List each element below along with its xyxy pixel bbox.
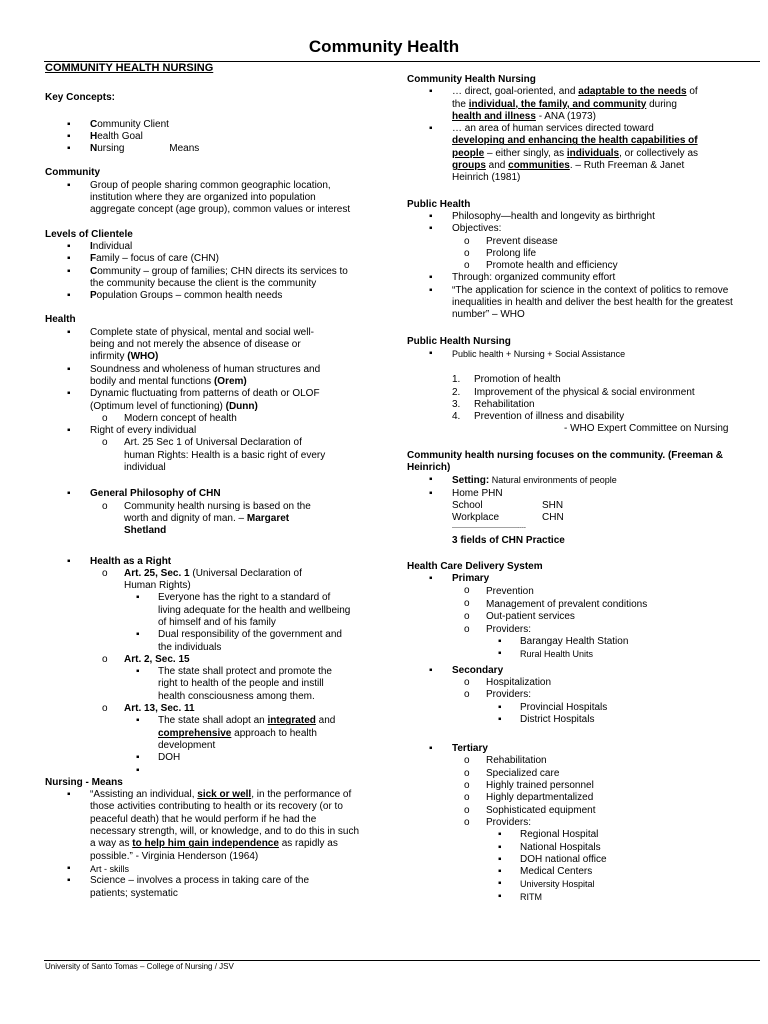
list-item: ▪ Health Goal xyxy=(45,131,363,143)
community-list xyxy=(45,180,363,217)
list-item: ▪ Right of every individual xyxy=(45,425,363,437)
list-item: o Rehabilitation xyxy=(407,755,759,767)
list-item: o Out-patient services xyxy=(407,611,759,624)
list-item: ▪ University Hospital xyxy=(407,878,759,890)
list-item: ▪ RITM xyxy=(407,891,759,903)
philosophy-title: ▪ General Philosophy of CHN xyxy=(45,488,363,500)
list-item: ▪ Dynamic fluctuating from patterns of death or OLOF (Optimum level of functioning) (Dunn) xyxy=(45,388,363,413)
list-item: ▪ Provincial Hospitals xyxy=(407,702,759,714)
list-item: ▪ Regional Hospital xyxy=(407,829,759,841)
list-item: 4. Prevention of illness and disability xyxy=(452,411,625,423)
public-health-title: Public Health xyxy=(407,198,471,210)
hcds-list xyxy=(407,573,759,903)
list-item: o Highly departmentalized xyxy=(407,792,759,804)
list-item: o Community health nursing is based on the worth and dignity of man. – Margaret Shetland xyxy=(45,501,363,538)
list-item: o Providers: xyxy=(407,689,759,701)
tertiary-title: ▪ Tertiary xyxy=(407,743,759,755)
list-item xyxy=(45,765,363,777)
list-item: ▪ Philosophy—health and longevity as birthright xyxy=(407,211,759,223)
list-item: ▪ Home PHN xyxy=(407,488,759,500)
list-item: 1. Promotion of health xyxy=(452,374,561,386)
list-item: ▪ District Hospitals xyxy=(407,714,759,726)
list-item: o Art. 13, Sec. 11 xyxy=(45,703,363,715)
list-item: ▪ … direct, goal-oriented, and adaptable to the needs of the individual, the family, and community during health and illness - ANA (1973) xyxy=(407,86,759,123)
fields-title: 3 fields of CHN Practice xyxy=(452,534,565,546)
list-item: ▪ Public health + Nursing + Social Assistance xyxy=(407,348,759,360)
list-item: o Management of prevalent conditions xyxy=(407,598,759,611)
list-item: ▪ “Assisting an individual, sick or well, in the performance of those activities contributing to health or its recovery (or to peaceful death) that he would perform if he had the necessary strength, will, or knowledge, and to do this in such a way as to help him gain independence as rapidly as possible.” - Virginia Henderson (1964) xyxy=(45,789,363,863)
community-title: Community xyxy=(45,167,100,179)
page-footer: University of Santo Tomas – College of Nursing / JSV xyxy=(45,962,234,971)
levels-title: Levels of Clientele xyxy=(45,228,133,240)
list-item: ▪ Soundness and wholeness of human structures and bodily and mental functions (Orem) xyxy=(45,364,363,389)
list-item: o Art. 25 Sec 1 of Universal Declaration of human Rights: Health is a basic right of every individual xyxy=(45,437,363,474)
health-right-title: ▪ Health as a Right xyxy=(45,556,363,568)
list-item: o Art. 25, Sec. 1 (Universal Declaration of Human Rights) xyxy=(45,568,363,593)
list-item: ▪ Family – focus of care (CHN) xyxy=(45,253,363,265)
list-item: ▪ Setting: Natural environments of people xyxy=(407,474,759,487)
list-item: o Promote health and efficiency xyxy=(407,260,759,272)
list-item: ▪ Barangay Health Station xyxy=(407,636,759,648)
list-item: 3. Rehabilitation xyxy=(452,398,535,410)
health-right-list xyxy=(45,556,363,777)
list-item: 2. Improvement of the physical & social environment xyxy=(452,386,695,398)
list-item: ▪ DOH national office xyxy=(407,854,759,866)
list-item: ▪ Science – involves a process in taking care of the patients; systematic xyxy=(45,875,363,900)
list-item: o Highly trained personnel xyxy=(407,780,759,792)
list-item: o Specialized care xyxy=(407,768,759,780)
list-item: o Prolong life xyxy=(407,248,759,260)
health-list xyxy=(45,327,363,475)
list-item: o Providers: xyxy=(407,817,759,829)
list-item: ▪ Complete state of physical, mental and social well- being and not merely the absence of disease or infirmity (WHO) xyxy=(45,327,363,364)
focus-list xyxy=(407,474,759,500)
focus-school: School SHN xyxy=(452,499,564,511)
phn-source: - WHO Expert Committee on Nursing xyxy=(564,423,729,435)
nursing-title: Nursing - Means xyxy=(45,776,123,788)
list-item: ▪ Individual xyxy=(45,241,363,253)
list-item: ▪ Nursing Means xyxy=(45,143,363,155)
phn-list xyxy=(407,348,759,360)
list-item: ▪ Objectives: xyxy=(407,223,759,235)
list-item: o Sophisticated equipment xyxy=(407,805,759,817)
list-item: ▪ Art - skills xyxy=(45,863,363,875)
phn-title: Public Health Nursing xyxy=(407,335,511,347)
key-concepts-list xyxy=(45,119,363,156)
secondary-title: ▪ Secondary xyxy=(407,665,759,677)
list-item: o Modern concept of health xyxy=(45,413,363,425)
levels-list xyxy=(45,241,363,302)
public-health-list xyxy=(407,211,759,322)
list-item: o Hospitalization xyxy=(407,677,759,689)
health-title: Health xyxy=(45,314,76,326)
list-item: ▪ … an area of human services directed toward developing and enhancing the health capabilities of people – either singly, as individuals, or collectively as groups and communities. – Ruth Freeman & Janet Heinrich (1981) xyxy=(407,123,759,184)
list-item: ▪ Group of people sharing common geographic location, institution where they are organized into population aggregate concept (age group), common values or interest xyxy=(45,180,363,217)
list-item: o Art. 2, Sec. 15 xyxy=(45,654,363,666)
page-title: Community Health xyxy=(308,37,460,56)
footer-rule xyxy=(44,960,760,961)
chn-list xyxy=(407,86,759,184)
left-column xyxy=(45,62,363,900)
list-item: ▪ Everyone has the right to a standard of living adequate for the health and wellbeing of himself and of his family xyxy=(45,592,363,629)
philosophy-list xyxy=(45,488,363,537)
list-item: ▪ The state shall protect and promote the right to health of the people and instill health consciousness among them. xyxy=(45,666,363,703)
section-heading: COMMUNITY HEALTH NURSING xyxy=(45,62,214,74)
list-item: ▪ “The application for science in the context of politics to remove inequalities in health and deliver the best health for the greatest number” – WHO xyxy=(407,285,759,322)
nursing-list xyxy=(45,789,363,900)
focus-title: Community health nursing focuses on the community. (Freeman & Heinrich) xyxy=(407,449,723,474)
key-concepts-title: Key Concepts: xyxy=(45,92,116,104)
list-item: ▪ Medical Centers xyxy=(407,866,759,878)
list-item: o Providers: xyxy=(407,624,759,636)
hcds-title: Health Care Delivery System xyxy=(407,560,543,572)
primary-title: ▪ Primary xyxy=(407,573,759,585)
chn-title: Community Health Nursing xyxy=(407,74,536,85)
list-item: ▪ The state shall adopt an integrated and comprehensive approach to health development xyxy=(45,715,363,752)
list-item: ▪ Community – group of families; CHN directs its services to the community because the client is the community xyxy=(45,266,363,291)
list-item: ▪ Rural Health Units xyxy=(407,648,759,660)
right-column xyxy=(407,74,759,903)
list-item: ▪ Through: organized community effort xyxy=(407,272,759,284)
divider: ------------------------------------- xyxy=(452,524,526,531)
list-item: ▪ Dual responsibility of the government and the individuals xyxy=(45,629,363,654)
list-item: ▪ National Hospitals xyxy=(407,842,759,854)
list-item: ▪ DOH xyxy=(45,752,363,764)
focus-workplace: Workplace CHN xyxy=(452,512,564,524)
list-item: o Prevent disease xyxy=(407,236,759,248)
list-item: ▪ Community Client xyxy=(45,119,363,131)
list-item: ▪ Population Groups – common health needs xyxy=(45,290,363,302)
phn-numbered-list xyxy=(407,374,759,423)
list-item: o Prevention xyxy=(407,585,759,598)
